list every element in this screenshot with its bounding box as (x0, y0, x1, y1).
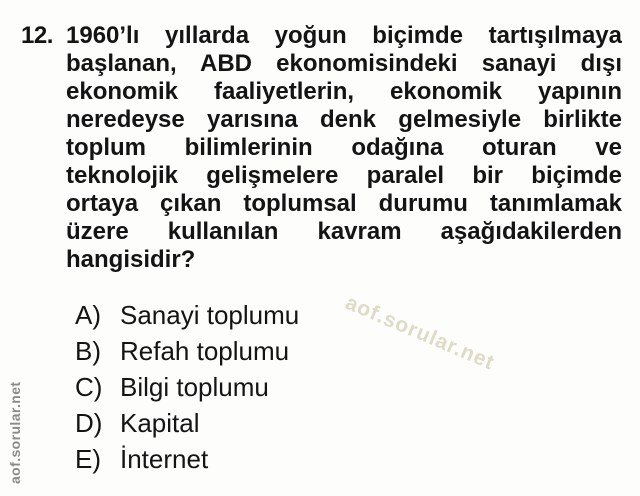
option-letter: C) (75, 372, 103, 402)
option-letter: A) (75, 300, 101, 330)
question-line: üzere kullanılan kavram aşağıdakilerden (66, 218, 622, 245)
question-line-last: hangisidir? (66, 246, 196, 273)
option-row-d (75, 410, 299, 436)
question-line: ortaya çıkan toplumsal durumu tanımlamak (66, 190, 622, 217)
option-label: İnternet (120, 444, 209, 474)
question-line: neredeyse yarısına denk gelmesiyle birlikte (66, 106, 622, 133)
option-label: Sanayi toplumu (120, 300, 300, 330)
question-line: toplum bilimlerinin odağına oturan ve (66, 134, 622, 161)
question-line: ekonomik faaliyetlerin, ekonomik yapının (66, 78, 622, 105)
question-line: 1960’lı yıllarda yoğun biçimde tartışılmaya (66, 22, 622, 49)
option-row-c (75, 374, 299, 400)
watermark-diagonal: aof.sorular.net (342, 291, 499, 375)
question-number: 12. (21, 22, 53, 49)
option-row-e (75, 446, 299, 472)
question-line: başlanan, ABD ekonomisindeki sanayi dışı (66, 50, 622, 77)
option-letter: D) (75, 408, 103, 438)
option-letter: E) (75, 444, 101, 474)
question-line: teknolojik gelişmelere paralel bir biçimde (66, 162, 622, 189)
watermark-vertical-left: aof.sorular.net (7, 381, 23, 484)
option-letter: B) (75, 336, 101, 366)
question-text (66, 22, 622, 274)
option-label: Bilgi toplumu (120, 372, 269, 402)
answer-options-list (75, 302, 299, 472)
option-label: Refah toplumu (120, 336, 290, 366)
option-label: Kapital (120, 408, 200, 438)
option-row-a (75, 302, 299, 328)
option-row-b (75, 338, 299, 364)
